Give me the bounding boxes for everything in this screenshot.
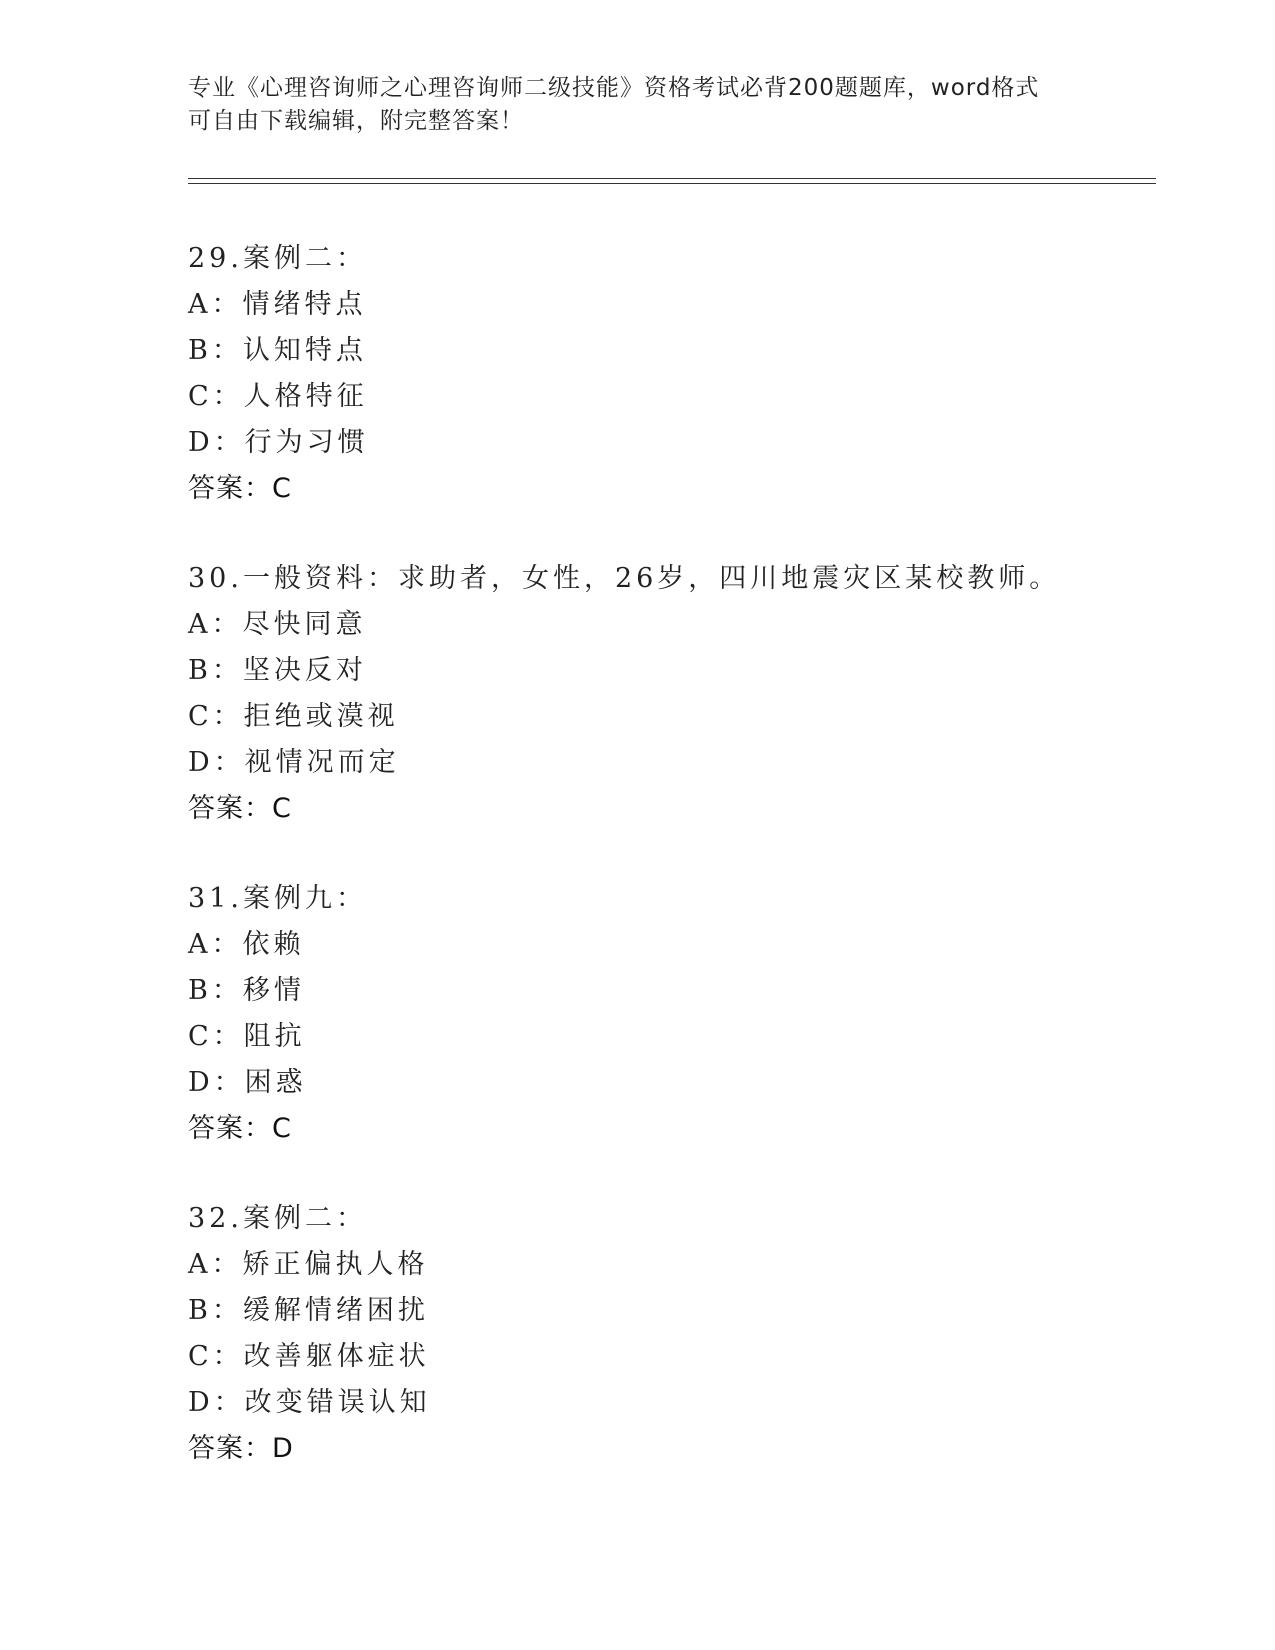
- header-line-1: 专业《心理咨询师之心理咨询师二级技能》资格考试必背200题题库，word格式: [188, 75, 1040, 101]
- header-divider-bottom: [188, 183, 1156, 184]
- document-header: [188, 72, 1088, 138]
- question-stem: 29.案例二：: [188, 243, 367, 274]
- option-c: C：拒绝或漠视: [188, 701, 399, 732]
- answer-label: 答案：D: [188, 1433, 294, 1464]
- question-31: [188, 876, 1148, 1196]
- header-line-2: 可自由下载编辑，附完整答案！: [188, 108, 524, 134]
- option-d: D：改变错误认知: [188, 1387, 431, 1418]
- option-a: A：尽快同意: [188, 609, 367, 640]
- question-stem: 32.案例二：: [188, 1203, 367, 1234]
- option-b: B：坚决反对: [188, 655, 367, 686]
- option-d: D：困惑: [188, 1067, 307, 1098]
- option-a: A：矫正偏执人格: [188, 1249, 429, 1280]
- answer-label: 答案：C: [188, 1113, 292, 1144]
- option-b: B：认知特点: [188, 335, 367, 366]
- question-list: [188, 236, 1148, 1516]
- question-29: [188, 236, 1148, 556]
- option-c: C：改善躯体症状: [188, 1341, 430, 1372]
- question-32: [188, 1196, 1148, 1516]
- option-c: C：人格特征: [188, 381, 368, 412]
- question-stem: 31.案例九：: [188, 883, 367, 914]
- option-c: C：阻抗: [188, 1021, 306, 1052]
- question-stem: 30.一般资料：求助者，女性，26岁，四川地震灾区某校教师。: [188, 563, 1061, 594]
- option-b: B：缓解情绪困扰: [188, 1295, 429, 1326]
- answer-label: 答案：C: [188, 793, 292, 824]
- answer-label: 答案：C: [188, 473, 292, 504]
- option-a: A：情绪特点: [188, 289, 367, 320]
- option-b: B：移情: [188, 975, 305, 1006]
- option-d: D：行为习惯: [188, 427, 369, 458]
- option-a: A：依赖: [188, 929, 305, 960]
- header-divider-top: [188, 178, 1156, 179]
- option-d: D：视情况而定: [188, 747, 400, 778]
- question-30: [188, 556, 1148, 876]
